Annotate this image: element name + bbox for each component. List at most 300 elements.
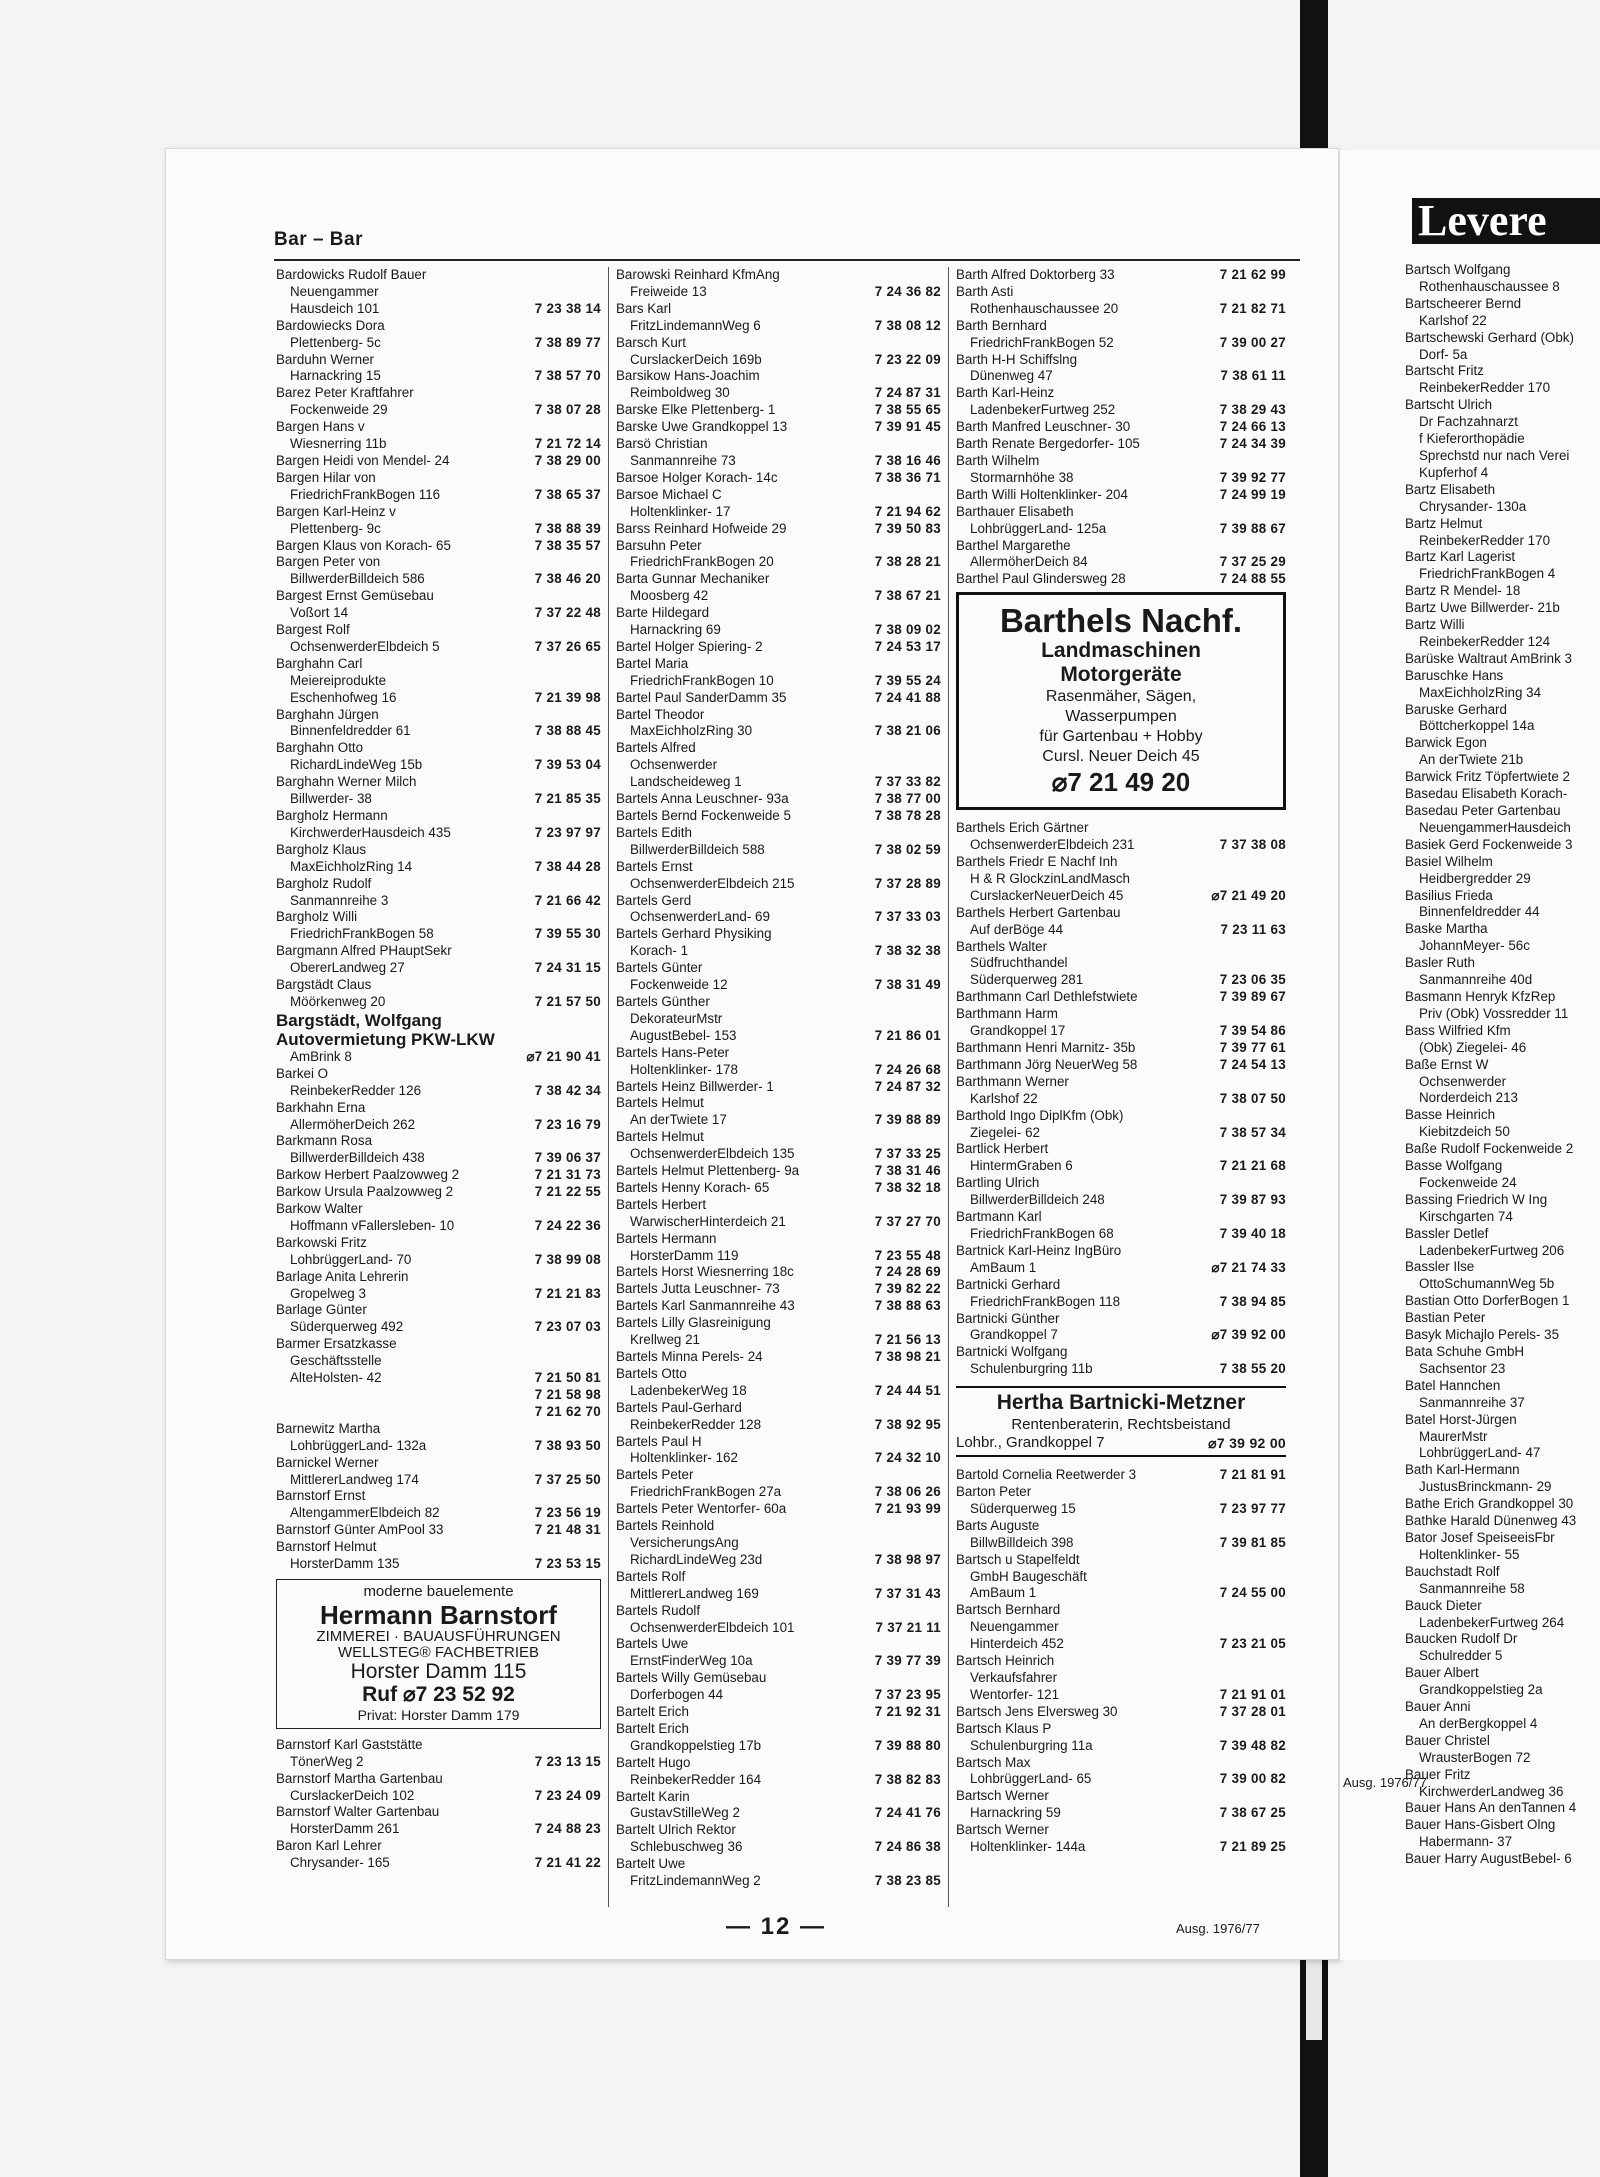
listing-entry bbox=[276, 977, 601, 1011]
listing-address: MittlererLandweg 174 bbox=[290, 1471, 419, 1487]
facing-listing-line: Bartz Willi bbox=[1405, 617, 1465, 633]
listing-address: AltengammerElbdeich 82 bbox=[290, 1505, 440, 1521]
listing-entry bbox=[616, 1467, 941, 1501]
listing-address: Schulenburgring 11b bbox=[970, 1361, 1093, 1377]
listing-name: Bargen Hilar von bbox=[276, 469, 376, 485]
listing-entry bbox=[276, 588, 601, 622]
listing-phone: 7 38 21 06 bbox=[871, 723, 941, 740]
listing-address: AllermöherDeich 262 bbox=[290, 1116, 416, 1132]
listing-phone: 7 23 97 77 bbox=[1216, 1501, 1286, 1518]
listing-address: Meiereiprodukte bbox=[290, 672, 387, 688]
ad-subtitle: Rentenberaterin, Rechtsbeistand bbox=[1011, 1416, 1231, 1434]
listing-entry bbox=[276, 1133, 601, 1167]
listing-phone: 7 24 41 76 bbox=[871, 1805, 941, 1822]
listing-group bbox=[276, 1737, 601, 1872]
listing-name: Bartelt Erich bbox=[616, 1720, 689, 1736]
listing-name: Bartels Helmut bbox=[616, 1095, 704, 1111]
listing-name: Bargen Klaus von Korach- 65 bbox=[276, 537, 451, 553]
facing-listing-line: Bauer Harry AugustBebel- 6 bbox=[1405, 1851, 1572, 1867]
listing-phone: ⌀7 21 49 20 bbox=[1207, 888, 1286, 905]
listing-address: Voßort 14 bbox=[290, 605, 349, 621]
listing-address: HintermGraben 6 bbox=[970, 1158, 1073, 1174]
listing-address: Landscheideweg 1 bbox=[630, 774, 742, 790]
listing-phone: 7 24 53 17 bbox=[871, 639, 941, 656]
listing-name: Bartling Ulrich bbox=[956, 1175, 1040, 1191]
listing-address: FriedrichFrankBogen 10 bbox=[630, 672, 774, 688]
listing-address: ReinbekerRedder 164 bbox=[630, 1771, 762, 1787]
listing-address: OchsenwerderElbdeich 135 bbox=[630, 1146, 795, 1162]
listing-entry bbox=[616, 774, 941, 791]
ad-barthels bbox=[956, 592, 1286, 810]
listing-address: ErnstFinderWeg 10a bbox=[630, 1653, 753, 1669]
listing-name: Bartels Helmut Plettenberg- 9a bbox=[616, 1163, 800, 1179]
listing-entry bbox=[276, 1488, 601, 1522]
listing-address: Dorferbogen 44 bbox=[630, 1687, 724, 1703]
listing-name: Bargen Hans v bbox=[276, 419, 365, 435]
listing-entry bbox=[616, 1755, 941, 1789]
listing-name: Barkow Walter bbox=[276, 1201, 363, 1217]
listing-address: FriedrichFrankBogen 52 bbox=[970, 334, 1114, 350]
listing-phone: 7 23 22 09 bbox=[871, 352, 941, 369]
listing-address: AugustBebel- 153 bbox=[630, 1027, 737, 1043]
listing-phone: 7 24 99 19 bbox=[1216, 487, 1286, 504]
ad-subtitle: Landmaschinen bbox=[1041, 639, 1201, 663]
listing-name: Barth H-H Schiffslng bbox=[956, 351, 1078, 367]
ad-text: für Gartenbau + Hobby bbox=[1039, 728, 1203, 746]
listing-phone: ⌀7 21 74 33 bbox=[1207, 1260, 1286, 1277]
facing-page bbox=[1340, 150, 1600, 1960]
facing-listing-line: Basiek Gerd Fockenweide 3 bbox=[1405, 836, 1573, 852]
listing-phone: 7 38 23 85 bbox=[871, 1873, 941, 1890]
ad-address-line bbox=[956, 1434, 1286, 1452]
listing-name: Bartel Paul SanderDamm 35 bbox=[616, 689, 787, 705]
listing-address: OchsenwerderElbdeich 231 bbox=[970, 837, 1135, 853]
listing-name: Bartsch Jens Elversweg 30 bbox=[956, 1703, 1118, 1719]
facing-listing-line: Bass Wilfried Kfm bbox=[1405, 1022, 1511, 1038]
listing-entry bbox=[616, 1349, 941, 1366]
facing-listing-line: MaurerMstr bbox=[1419, 1428, 1488, 1444]
listing-address: LadenbekerFurtweg 252 bbox=[970, 402, 1116, 418]
listing-entry bbox=[616, 605, 941, 639]
facing-listing-line: Fockenweide 24 bbox=[1419, 1174, 1517, 1190]
listing-address: BillwerderBilldeich 248 bbox=[970, 1192, 1105, 1208]
listing-entry bbox=[956, 1311, 1286, 1345]
listing-address: Sanmannreihe 3 bbox=[290, 892, 389, 908]
listing-phone: 7 24 44 51 bbox=[871, 1383, 941, 1400]
listing-phone: 7 23 07 03 bbox=[531, 1319, 601, 1336]
listing-address: Südfruchthandel bbox=[970, 955, 1068, 971]
listing-entry bbox=[616, 1704, 941, 1721]
listing-phone: 7 21 31 73 bbox=[531, 1167, 601, 1184]
facing-listing-line: Grandkoppelstieg 2a bbox=[1419, 1682, 1543, 1698]
facing-listing-line: Bauer Hans An denTannen 4 bbox=[1405, 1800, 1577, 1816]
listing-address: Hausdeich 101 bbox=[290, 300, 380, 316]
listing-group bbox=[956, 820, 1286, 1378]
listing-phone: 7 21 94 62 bbox=[871, 504, 941, 521]
listing-entry bbox=[956, 1141, 1286, 1175]
facing-listing-line: Karlshof 22 bbox=[1419, 312, 1487, 328]
listing-entry bbox=[276, 1522, 601, 1539]
listing-phone: 7 21 81 91 bbox=[1216, 1467, 1286, 1484]
listing-phone: 7 38 31 46 bbox=[871, 1163, 941, 1180]
listing-phone: 7 24 34 39 bbox=[1216, 436, 1286, 453]
listing-phone: 7 38 88 45 bbox=[531, 723, 601, 740]
listing-phone: 7 39 55 30 bbox=[531, 926, 601, 943]
listing-phone: 7 37 33 03 bbox=[871, 909, 941, 926]
facing-listing-line: Baruske Gerhard bbox=[1405, 701, 1507, 717]
ad-phone: Ruf ⌀7 23 52 92 bbox=[362, 1682, 515, 1706]
listing-address: FriedrichFrankBogen 118 bbox=[970, 1293, 1121, 1309]
listing-address: H & R GlockzinLandMasch bbox=[970, 870, 1131, 886]
listing-phone: 7 23 55 48 bbox=[871, 1248, 941, 1265]
listing-phone: 7 24 88 55 bbox=[1216, 571, 1286, 588]
listing-name: Bartels Otto bbox=[616, 1365, 687, 1381]
listing-name: Bartlick Herbert bbox=[956, 1141, 1049, 1157]
listing-phone: 7 21 21 83 bbox=[531, 1286, 601, 1303]
ad-phone: ⌀7 21 49 20 bbox=[1051, 767, 1191, 798]
listing-entry bbox=[276, 1100, 601, 1134]
listing-phone: 7 23 13 15 bbox=[531, 1754, 601, 1771]
listing-phone: 7 39 88 89 bbox=[871, 1112, 941, 1129]
listing-entry bbox=[956, 939, 1286, 973]
facing-listing-line: OttoSchumannWeg 5b bbox=[1419, 1276, 1555, 1292]
listing-phone: 7 21 22 55 bbox=[531, 1184, 601, 1201]
facing-listing-line: Bathe Erich Grandkoppel 30 bbox=[1405, 1496, 1574, 1512]
listing-entry bbox=[616, 1636, 941, 1670]
listing-entry bbox=[616, 1721, 941, 1755]
listing-phone: 7 23 06 35 bbox=[1216, 972, 1286, 989]
listing-entry bbox=[276, 318, 601, 352]
listing-address: FriedrichFrankBogen 58 bbox=[290, 926, 434, 942]
facing-listing-line: Batel Hannchen bbox=[1405, 1377, 1501, 1393]
listing-name: Bartnicki Gerhard bbox=[956, 1276, 1061, 1292]
listing-phone: 7 38 88 39 bbox=[531, 521, 601, 538]
listing-address: Neuengammer bbox=[290, 283, 379, 299]
listing-name: Barnstorf Walter Gartenbau bbox=[276, 1804, 440, 1820]
listing-name: Bartels Hermann bbox=[616, 1230, 717, 1246]
facing-listing-line: Dr Fachzahnarzt bbox=[1419, 414, 1518, 430]
listing-address: OchsenwerderElbdeich 215 bbox=[630, 875, 795, 891]
listing-entry bbox=[616, 1180, 941, 1197]
listing-phone: 7 39 92 77 bbox=[1216, 470, 1286, 487]
listing-address: LohbrüggerLand- 125a bbox=[970, 520, 1107, 536]
listing-phone: 7 38 65 37 bbox=[531, 487, 601, 504]
facing-listing-line: Bathke Harald Dünenweg 43 bbox=[1405, 1513, 1577, 1529]
listing-phone: 7 38 55 20 bbox=[1216, 1361, 1286, 1378]
listing-entry bbox=[276, 1455, 601, 1489]
listing-phone: 7 21 72 14 bbox=[531, 436, 601, 453]
listing-entry bbox=[616, 1518, 941, 1552]
listing-name: Bartels Willy Gemüsebau bbox=[616, 1670, 767, 1686]
listing-name: Bartel Maria bbox=[616, 655, 689, 671]
listing-phone: 7 38 77 00 bbox=[871, 791, 941, 808]
listing-entry bbox=[956, 1704, 1286, 1721]
listing-phone: 7 38 06 26 bbox=[871, 1484, 941, 1501]
facing-listing-line: Ochsenwerder bbox=[1419, 1073, 1507, 1089]
listing-entry bbox=[616, 960, 941, 994]
listing-phone: 7 38 46 20 bbox=[531, 571, 601, 588]
facing-listing-line: Basiel Wilhelm bbox=[1405, 853, 1493, 869]
listing-entry bbox=[956, 1057, 1286, 1074]
listing-phone: 7 21 41 22 bbox=[531, 1855, 601, 1872]
listing-entry bbox=[616, 419, 941, 436]
listing-address: Grandkoppelstieg 17b bbox=[630, 1737, 762, 1753]
listing-address: LohbrüggerLand- 65 bbox=[970, 1771, 1092, 1787]
listing-phone: 7 38 99 08 bbox=[531, 1252, 601, 1269]
facing-listing-line: Böttcherkoppel 14a bbox=[1419, 718, 1535, 734]
listing-phone: 7 21 62 99 bbox=[1216, 267, 1286, 284]
featured-listing-name: Autovermietung PKW-LKW bbox=[276, 1029, 495, 1049]
listing-name: Barske Uwe Grandkoppel 13 bbox=[616, 419, 788, 435]
listing-entry bbox=[956, 1277, 1286, 1311]
facing-listing-line: Bartz Helmut bbox=[1405, 515, 1483, 531]
facing-listing-line: Schulredder 5 bbox=[1419, 1648, 1503, 1664]
listing-phone: 7 24 66 13 bbox=[1216, 419, 1286, 436]
listing-entry bbox=[276, 554, 601, 588]
facing-listing-line: Bauchstadt Rolf bbox=[1405, 1563, 1500, 1579]
facing-listing-line: Sanmannreihe 58 bbox=[1419, 1580, 1525, 1596]
listing-address: Holtenklinker- 144a bbox=[970, 1839, 1086, 1855]
listing-phone: 7 24 31 15 bbox=[531, 960, 601, 977]
listing-name: Barnstorf Ernst bbox=[276, 1488, 366, 1504]
listing-address: MaxEichholzRing 30 bbox=[630, 723, 753, 739]
listing-name: Barth Alfred Doktorberg 33 bbox=[956, 267, 1115, 282]
listing-address: Wentorfer- 121 bbox=[970, 1686, 1060, 1702]
facing-listing-line: (Obk) Ziegelei- 46 bbox=[1419, 1039, 1527, 1055]
facing-listing-line: Bauer Albert bbox=[1405, 1665, 1479, 1681]
listing-phone: 7 39 88 67 bbox=[1216, 521, 1286, 538]
listing-entry bbox=[276, 1336, 601, 1370]
listing-entry bbox=[616, 1163, 941, 1180]
listing-name: Bargen Karl-Heinz v bbox=[276, 503, 396, 519]
listing-name: Barkei O bbox=[276, 1065, 329, 1081]
listing-entry bbox=[276, 690, 601, 707]
ad-address: Cursl. Neuer Deich 45 bbox=[1042, 748, 1200, 766]
listing-address: Grandkoppel 7 bbox=[970, 1327, 1058, 1343]
listing-phone: 7 39 53 04 bbox=[531, 757, 601, 774]
listing-entry bbox=[276, 1404, 601, 1421]
listing-address: Schulenburgring 11a bbox=[970, 1737, 1093, 1753]
listing-entry bbox=[276, 453, 601, 470]
listing-address: OchsenwerderLand- 69 bbox=[630, 909, 770, 925]
listing-name: Bartels Peter bbox=[616, 1467, 694, 1483]
listing-entry bbox=[616, 487, 941, 521]
ad-services: ZIMMEREI · BAUAUSFÜHRUNGEN bbox=[316, 1627, 561, 1645]
facing-listing-line: ReinbekerRedder 170 bbox=[1419, 532, 1551, 548]
facing-listing-line: Bastian Otto DorferBogen 1 bbox=[1405, 1293, 1570, 1309]
listing-name: Bartnick Karl-Heinz IngBüro bbox=[956, 1242, 1122, 1258]
listing-phone: 7 24 36 82 bbox=[871, 284, 941, 301]
listing-name: Barsö Christian bbox=[616, 436, 708, 452]
listing-name: Barnstorf Helmut bbox=[276, 1539, 377, 1555]
listing-name: Bargstädt Claus bbox=[276, 977, 372, 993]
listing-name: Bartsch Werner bbox=[956, 1822, 1049, 1838]
listing-phone: 7 38 55 65 bbox=[871, 402, 941, 419]
listing-address: Fockenweide 12 bbox=[630, 977, 728, 993]
listing-phone: 7 38 16 46 bbox=[871, 453, 941, 470]
listing-address: Neuengammer bbox=[970, 1619, 1059, 1635]
listing-name: Barkow Ursula Paalzowweg 2 bbox=[276, 1184, 454, 1200]
listing-address: RichardLindeWeg 15b bbox=[290, 757, 423, 773]
facing-listing-line: Basse Heinrich bbox=[1405, 1107, 1496, 1123]
listing-entry bbox=[276, 622, 601, 656]
listing-group bbox=[956, 1467, 1286, 1856]
listing-address: KirchwerderHausdeich 435 bbox=[290, 824, 451, 840]
listing-entry bbox=[616, 1501, 941, 1518]
listing-address: Stormarnhöhe 38 bbox=[970, 469, 1074, 485]
ad-subtitle: Motorgeräte bbox=[1060, 663, 1182, 687]
facing-listing-line: Holtenklinker- 55 bbox=[1419, 1546, 1520, 1562]
facing-listing-line: Bator Josef SpeiseeisFbr bbox=[1405, 1529, 1555, 1545]
listing-address: FritzLindemannWeg 2 bbox=[630, 1873, 761, 1889]
listing-entry bbox=[956, 1175, 1286, 1209]
listing-name: Bargholz Willi bbox=[276, 909, 358, 925]
facing-listing-line: Bassler Ilse bbox=[1405, 1259, 1475, 1275]
listing-name: Bartels Anna Leuschner- 93a bbox=[616, 791, 789, 807]
listing-name: Barth Manfred Leuschner- 30 bbox=[956, 419, 1131, 435]
listing-phone: 7 21 92 31 bbox=[871, 1704, 941, 1721]
listing-entry bbox=[616, 538, 941, 572]
listing-phone: 7 39 91 45 bbox=[871, 419, 941, 436]
listing-entry bbox=[616, 301, 941, 335]
listing-address: RichardLindeWeg 23d bbox=[630, 1551, 763, 1567]
facing-listing-line: Bauer Christel bbox=[1405, 1732, 1490, 1748]
facing-listing-line: Bartz Uwe Billwerder- 21b bbox=[1405, 600, 1560, 616]
listing-entry bbox=[956, 453, 1286, 487]
listing-phone: ⌀7 21 90 41 bbox=[522, 1049, 601, 1066]
listing-phone: 7 21 66 42 bbox=[531, 893, 601, 910]
listing-phone: 7 24 86 38 bbox=[871, 1839, 941, 1856]
listing-name: Barghahn Werner Milch bbox=[276, 774, 417, 790]
listing-entry bbox=[616, 1315, 941, 1349]
listing-entry bbox=[616, 1670, 941, 1704]
listing-entry bbox=[276, 1539, 601, 1573]
listing-name: Barthels Friedr E Nachf Inh bbox=[956, 854, 1118, 870]
listing-address: CurslackerDeich 169b bbox=[630, 351, 762, 367]
facing-listing-line: Bauer Fritz bbox=[1405, 1766, 1471, 1782]
listing-entry bbox=[616, 1366, 941, 1400]
listing-address: Süderquerweg 281 bbox=[970, 972, 1084, 988]
listing-phone: 7 39 89 67 bbox=[1216, 989, 1286, 1006]
listing-phone: 7 21 56 13 bbox=[871, 1332, 941, 1349]
listing-entry bbox=[616, 521, 941, 538]
listing-name: Bargmann Alfred PHauptSekr bbox=[276, 943, 452, 959]
listing-entry bbox=[276, 1235, 601, 1269]
listing-name: Barnstorf Günter AmPool 33 bbox=[276, 1522, 444, 1538]
listing-name: Bartelt Ulrich Rektor bbox=[616, 1822, 736, 1838]
listing-name: Bartels Gerd bbox=[616, 892, 692, 908]
facing-listing-line: JustusBrinckmann- 29 bbox=[1419, 1479, 1552, 1495]
listing-phone: 7 37 26 65 bbox=[531, 639, 601, 656]
listing-phone: 7 38 02 59 bbox=[871, 842, 941, 859]
facing-listing-line: NeuengammerHausdeich bbox=[1419, 819, 1571, 835]
facing-listing-line: Bartsch Wolfgang bbox=[1405, 262, 1511, 277]
listing-name: Barts Auguste bbox=[956, 1517, 1040, 1533]
listing-phone: 7 38 31 49 bbox=[871, 977, 941, 994]
listing-entry bbox=[956, 1602, 1286, 1636]
listing-phone: 7 38 93 50 bbox=[531, 1438, 601, 1455]
facing-listing-line: Basyk Michajlo Perels- 35 bbox=[1405, 1327, 1560, 1343]
listing-address: Eschenhofweg 16 bbox=[290, 689, 397, 705]
listing-entry bbox=[956, 1755, 1286, 1789]
listing-entry bbox=[616, 1045, 941, 1079]
listing-name: Bargholz Klaus bbox=[276, 841, 367, 857]
listing-phone: 7 21 39 98 bbox=[531, 690, 601, 707]
listing-name: Barthels Erich Gärtner bbox=[956, 820, 1089, 836]
listing-name: Bartsch Max bbox=[956, 1754, 1031, 1770]
facing-listing-line: Basilius Frieda bbox=[1405, 887, 1493, 903]
listing-address: OchsenwerderElbdeich 101 bbox=[630, 1619, 795, 1635]
listing-name: Barss Reinhard Hofweide 29 bbox=[616, 520, 787, 536]
facing-listing-line: Kupferhof 4 bbox=[1419, 464, 1489, 480]
listing-phone: 7 38 67 25 bbox=[1216, 1805, 1286, 1822]
listing-name: Barthmann Werner bbox=[956, 1073, 1069, 1089]
listing-phone: 7 38 09 02 bbox=[871, 622, 941, 639]
listing-entry bbox=[956, 385, 1286, 419]
facing-listing-line: FriedrichFrankBogen 4 bbox=[1419, 566, 1556, 582]
listing-address: FriedrichFrankBogen 68 bbox=[970, 1225, 1114, 1241]
listing-name: Barthmann Carl Dethlefstwiete bbox=[956, 989, 1138, 1005]
listing-phone: 7 23 56 19 bbox=[531, 1505, 601, 1522]
listing-phone: 7 38 07 50 bbox=[1216, 1091, 1286, 1108]
listing-name: Barsuhn Peter bbox=[616, 537, 702, 553]
facing-page-banner: Levere bbox=[1412, 198, 1600, 244]
listing-address: CurslackerDeich 102 bbox=[290, 1787, 415, 1803]
listing-phone: 7 39 00 27 bbox=[1216, 335, 1286, 352]
listing-entry bbox=[956, 1344, 1286, 1378]
facing-listing-line: LadenbekerFurtweg 264 bbox=[1419, 1614, 1565, 1630]
listing-phone: 7 37 38 08 bbox=[1216, 837, 1286, 854]
listing-address: Ziegelei- 62 bbox=[970, 1124, 1040, 1140]
listing-name: Bartold Cornelia Reetwerder 3 bbox=[956, 1467, 1137, 1483]
listing-name: Barsoe Michael C bbox=[616, 486, 722, 502]
ad-hertha bbox=[956, 1386, 1286, 1457]
facing-listing-line: KirchwerderLandweg 36 bbox=[1419, 1783, 1564, 1799]
listing-phone: 7 39 77 61 bbox=[1216, 1040, 1286, 1057]
listing-name: Barske Elke Plettenberg- 1 bbox=[616, 402, 776, 418]
facing-listing-line: Bartz R Mendel- 18 bbox=[1405, 583, 1521, 599]
listing-name: Bartels Günter bbox=[616, 960, 703, 976]
listing-name: Bartels Reinhold bbox=[616, 1518, 715, 1534]
listing-phone: 7 38 28 21 bbox=[871, 554, 941, 571]
listing-phone: 7 38 08 12 bbox=[871, 318, 941, 335]
listing-name: Bartels Rudolf bbox=[616, 1602, 701, 1618]
listing-address: Plettenberg- 9c bbox=[290, 520, 381, 536]
listing-name: Bartsch Heinrich bbox=[956, 1653, 1055, 1669]
listing-address: Auf derBöge 44 bbox=[970, 921, 1064, 937]
listing-phone: 7 39 82 22 bbox=[871, 1281, 941, 1298]
listing-phone: 7 23 24 09 bbox=[531, 1788, 601, 1805]
listing-phone: 7 38 94 85 bbox=[1216, 1294, 1286, 1311]
listing-phone: 7 37 33 82 bbox=[871, 774, 941, 791]
listing-name: Barth Asti bbox=[956, 283, 1014, 299]
listing-name: Bartel Holger Spiering- 2 bbox=[616, 638, 763, 654]
listing-phone: 7 38 42 34 bbox=[531, 1083, 601, 1100]
header-rule bbox=[274, 259, 1300, 261]
facing-listing-line: Bassing Friedrich W Ing bbox=[1405, 1191, 1548, 1207]
listing-entry bbox=[276, 504, 601, 538]
listing-name: Bartels Uwe bbox=[616, 1636, 689, 1652]
listing-phone: 7 21 48 31 bbox=[531, 1522, 601, 1539]
facing-listing-line: Norderdeich 213 bbox=[1419, 1090, 1519, 1106]
listing-name: Barthauer Elisabeth bbox=[956, 503, 1074, 519]
listing-phone: 7 23 53 15 bbox=[531, 1556, 601, 1573]
listing-entry bbox=[956, 318, 1286, 352]
listing-name: Bartmann Karl bbox=[956, 1209, 1042, 1225]
listing-entry bbox=[956, 1788, 1286, 1822]
listing-name: Bartels Paul H bbox=[616, 1433, 702, 1449]
listing-entry bbox=[616, 926, 941, 960]
